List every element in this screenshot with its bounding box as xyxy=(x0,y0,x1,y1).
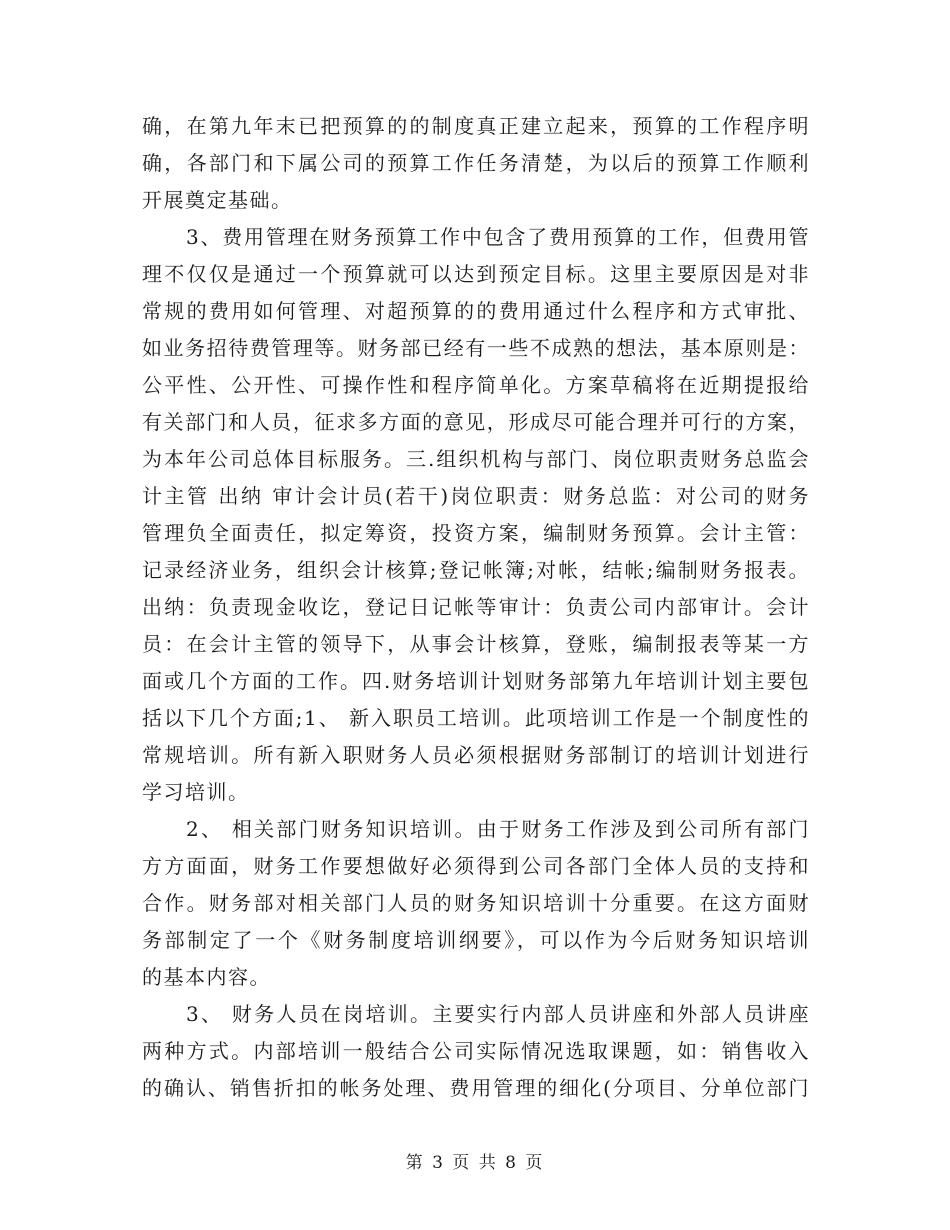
body-line: 有关部门和人员，征求多方面的意见，形成尽可能合理并可行的方案， xyxy=(142,410,810,434)
body-line: 务部制定了一个《财务制度培训纲要》，可以作为今后财务知识培训 xyxy=(142,928,810,952)
document-body xyxy=(142,108,810,1107)
body-line: 括以下几个方面;1、 新入职员工培训。此项培训工作是一个制度性的 xyxy=(142,706,810,730)
body-line: 员：在会计主管的领导下，从事会计核算，登账，编制报表等某一方 xyxy=(142,632,810,656)
body-line: 确，各部门和下属公司的预算工作任务清楚，为以后的预算工作顺利 xyxy=(142,151,810,175)
body-line: 面或几个方面的工作。四.财务培训计划财务部第九年培训计划主要包 xyxy=(142,669,810,693)
body-line: 公平性、公开性、可操作性和程序简单化。方案草稿将在近期提报给 xyxy=(142,373,810,397)
body-line: 为本年公司总体目标服务。三.组织机构与部门、岗位职责财务总监会 xyxy=(142,447,810,471)
body-line: 合作。财务部对相关部门人员的财务知识培训十分重要。在这方面财 xyxy=(142,891,810,915)
body-line: 管理负全面责任，拟定筹资，投资方案，编制财务预算。会计主管： xyxy=(142,521,810,545)
body-line: 如业务招待费管理等。财务部已经有一些不成熟的想法，基本原则是： xyxy=(142,336,810,360)
body-line: 方方面面，财务工作要想做好必须得到公司各部门全体人员的支持和 xyxy=(142,854,810,878)
body-line: 计主管 出纳 审计会计员(若干)岗位职责：财务总监：对公司的财务 xyxy=(142,484,810,508)
body-line: 学习培训。 xyxy=(142,780,250,804)
body-line: 确，在第九年末已把预算的的制度真正建立起来，预算的工作程序明 xyxy=(142,114,810,138)
body-line: 两种方式。内部培训一般结合公司实际情况选取课题，如：销售收入 xyxy=(142,1039,810,1063)
body-line: 常规培训。所有新入职财务人员必须根据财务部制订的培训计划进行 xyxy=(142,743,810,767)
body-line: 3、 财务人员在岗培训。主要实行内部人员讲座和外部人员讲座 xyxy=(186,1002,810,1026)
body-line: 记录经济业务，组织会计核算;登记帐簿;对帐，结帐;编制财务报表。 xyxy=(142,558,810,582)
body-line: 2、 相关部门财务知识培训。由于财务工作涉及到公司所有部门 xyxy=(186,817,810,841)
body-line: 出纳：负责现金收讫，登记日记帐等审计：负责公司内部审计。会计 xyxy=(142,595,810,619)
body-line: 开展奠定基础。 xyxy=(142,188,293,212)
body-line: 常规的费用如何管理、对超预算的的费用通过什么程序和方式审批、 xyxy=(142,299,810,323)
body-line: 的确认、销售折扣的帐务处理、费用管理的细化(分项目、分单位部门 xyxy=(142,1076,810,1100)
body-line: 3、费用管理在财务预算工作中包含了费用预算的工作，但费用管 xyxy=(186,225,810,249)
page-number-footer: 第 3 页 共 8 页 xyxy=(405,1153,545,1173)
body-line: 的基本内容。 xyxy=(142,965,271,989)
body-line: 理不仅仅是通过一个预算就可以达到预定目标。这里主要原因是对非 xyxy=(142,262,810,286)
